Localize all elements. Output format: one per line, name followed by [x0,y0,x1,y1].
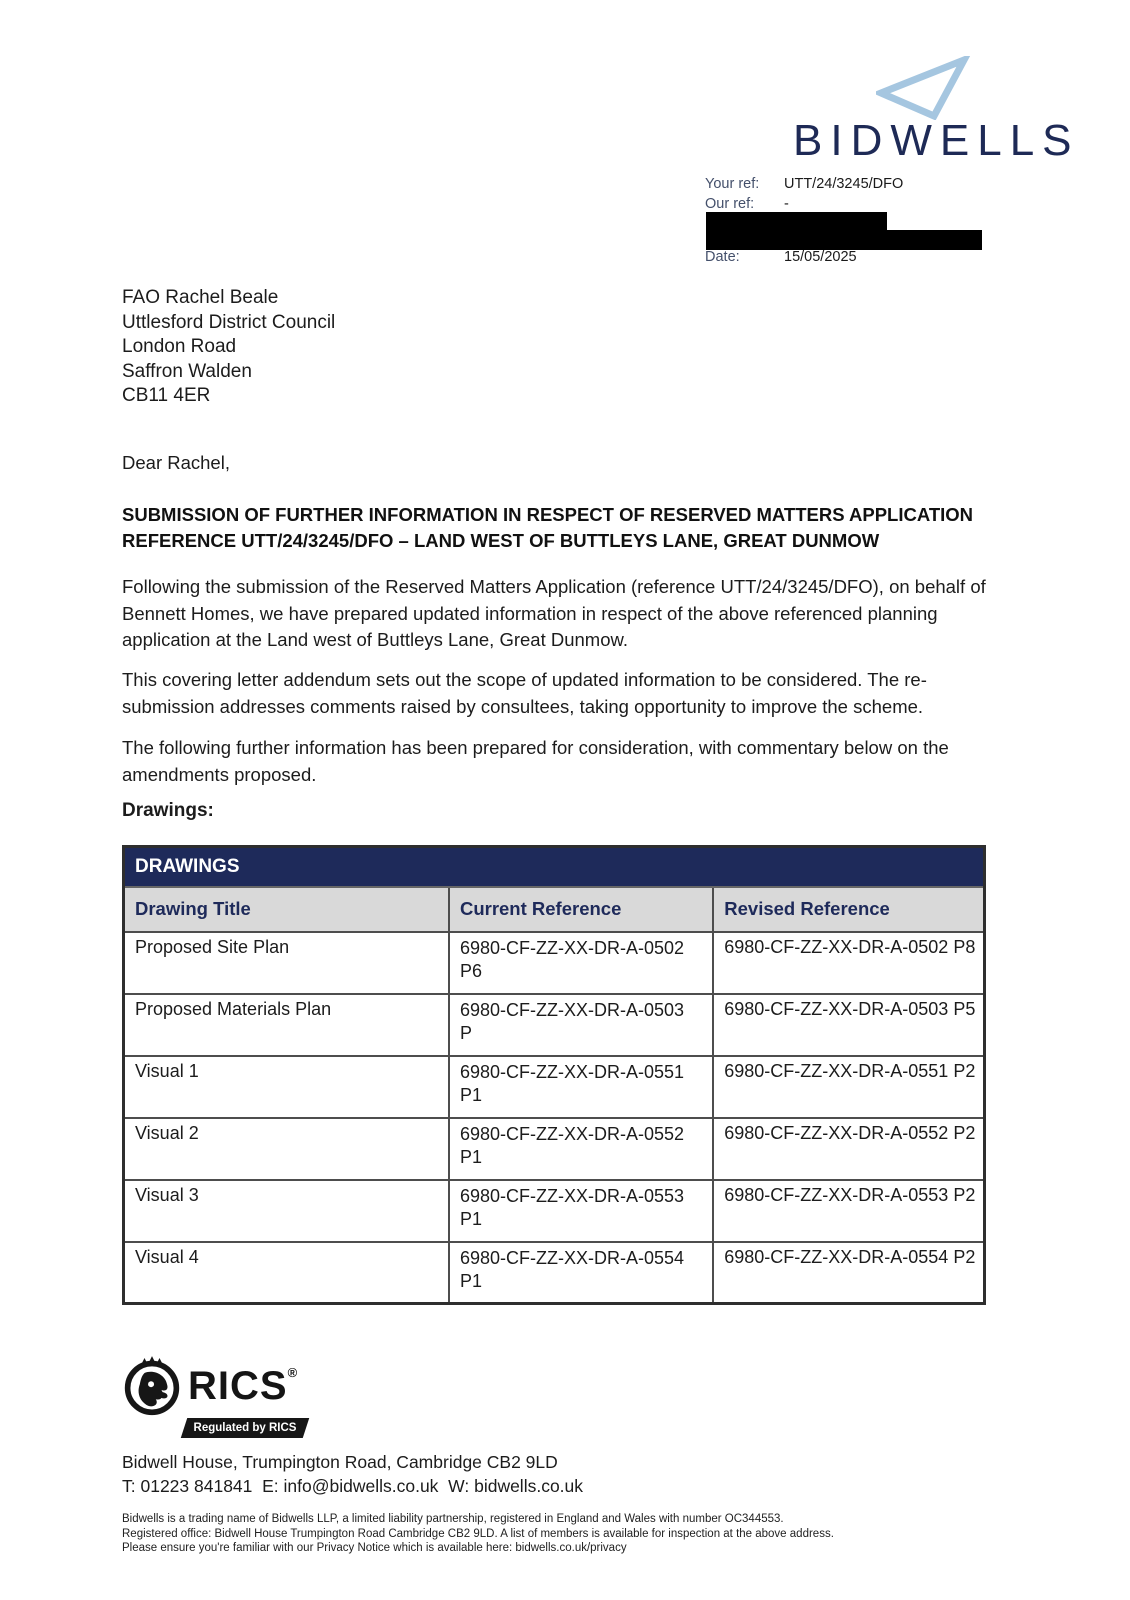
table-row [124,932,985,994]
cell-current-reference: 6980-CF-ZZ-XX-DR-A-0552 P1 [449,1118,713,1180]
our-ref-value: - [784,196,789,212]
our-ref-row [705,194,903,214]
redaction-bar-top [706,212,887,230]
cell-revised-reference: 6980-CF-ZZ-XX-DR-A-0551 P2 [713,1056,984,1118]
column-header-revised-reference: Revised Reference [713,887,984,932]
reference-block [705,174,903,214]
cell-drawing-title: Visual 3 [124,1180,449,1242]
table-banner-row [124,847,985,887]
table-row [124,1056,985,1118]
subject-line-2: REFERENCE UTT/24/3245/DFO – LAND WEST OF BUTTLEYS LANE, GREAT DUNMOW [122,530,880,551]
recipient-town: Saffron Walden [122,360,252,382]
legal-line-1: Bidwells is a trading name of Bidwells LLP, a limited liability partnership, registered in England and Wales with number OC344553. [122,1513,784,1525]
cell-current-reference: 6980-CF-ZZ-XX-DR-A-0502 P6 [449,932,713,994]
body-paragraph-1: Following the submission of the Reserved Matters Application (reference UTT/24/3245/DFO), on behalf of Bennett Homes, we have prepared updated information in respect of the above referenced planning application at the Land west of Buttleys Lane, Great Dunmow. [122,576,986,650]
our-ref-label: Our ref: [705,196,755,212]
cell-current-reference: 6980-CF-ZZ-XX-DR-A-0553 P1 [449,1180,713,1242]
recipient-org: Uttlesford District Council [122,311,336,333]
table-row [124,994,985,1056]
recipient-address [122,286,335,409]
cell-revised-reference: 6980-CF-ZZ-XX-DR-A-0502 P8 [713,932,984,994]
cell-revised-reference: 6980-CF-ZZ-XX-DR-A-0553 P2 [713,1180,984,1242]
column-header-drawing-title: Drawing Title [124,887,449,932]
table-row [124,1180,985,1242]
drawings-table [122,845,986,1305]
date-value: 15/05/2025 [784,249,857,265]
redaction-bar-bottom [706,230,982,250]
rics-wordmark: RICS® [188,1364,299,1408]
body-paragraph-2: This covering letter addendum sets out the scope of updated information to be considered. The re-submission addresses comments raised by consultees, taking opportunity to improve the scheme. [122,669,927,717]
lion-emblem-icon [122,1356,182,1423]
cell-drawing-title: Proposed Materials Plan [124,994,449,1056]
body-paragraph-3: The following further information has been prepared for consideration, with commentary below on the amendments proposed. [122,737,949,785]
legal-line-2: Registered office: Bidwell House Trumpington Road Cambridge CB2 9LD. A list of members is available for inspection at the above address. [122,1527,834,1540]
table-banner-spacer [449,847,713,887]
cell-revised-reference: 6980-CF-ZZ-XX-DR-A-0554 P2 [713,1242,984,1304]
date-row [705,249,857,265]
registered-mark: ® [287,1365,299,1380]
recipient-street: London Road [122,336,237,358]
cell-drawing-title: Visual 4 [124,1242,449,1304]
contact-line: T: 01223 841841 E: info@bidwells.co.uk W: bidwells.co.uk [122,1476,584,1496]
table-row [124,1118,985,1180]
your-ref-label: Your ref: [705,176,760,192]
legal-line-3: Please ensure you're familiar with our Privacy Notice which is available here: bidwells.co.uk/privacy [122,1542,627,1554]
your-ref-value: UTT/24/3245/DFO [784,176,904,192]
cell-current-reference: 6980-CF-ZZ-XX-DR-A-0554 P1 [449,1242,713,1304]
rics-regulated-banner [181,1418,309,1438]
bidwells-wordmark: BIDWELLS [793,116,1080,165]
table-row [124,1242,985,1304]
paper-plane-icon [876,56,972,125]
column-header-current-reference: Current Reference [449,887,713,932]
legal-text [122,1512,834,1556]
cell-current-reference: 6980-CF-ZZ-XX-DR-A-0503 P [449,994,713,1056]
salutation: Dear Rachel, [122,452,230,473]
cell-revised-reference: 6980-CF-ZZ-XX-DR-A-0552 P2 [713,1118,984,1180]
table-banner-spacer [713,847,984,887]
table-banner: DRAWINGS [124,847,449,887]
drawings-heading: Drawings: [122,800,214,821]
recipient-postcode: CB11 4ER [122,385,211,407]
your-ref-row [705,174,903,194]
subject-line-1: SUBMISSION OF FURTHER INFORMATION IN RESPECT OF RESERVED MATTERS APPLICATION [122,504,974,525]
table-header-row [124,887,985,932]
office-address: Bidwell House, Trumpington Road, Cambridge CB2 9LD [122,1452,558,1472]
cell-revised-reference: 6980-CF-ZZ-XX-DR-A-0503 P5 [713,994,984,1056]
rics-regulated-text: Regulated by RICS [193,1422,297,1434]
subject-heading [122,502,1006,554]
cell-drawing-title: Proposed Site Plan [124,932,449,994]
redaction-bar [706,212,982,250]
cell-current-reference: 6980-CF-ZZ-XX-DR-A-0551 P1 [449,1056,713,1118]
drawings-table-body [124,932,985,1304]
cell-drawing-title: Visual 2 [124,1118,449,1180]
cell-drawing-title: Visual 1 [124,1056,449,1118]
recipient-name: FAO Rachel Beale [122,287,279,308]
office-address-block [122,1450,583,1498]
date-label: Date: [705,249,740,265]
